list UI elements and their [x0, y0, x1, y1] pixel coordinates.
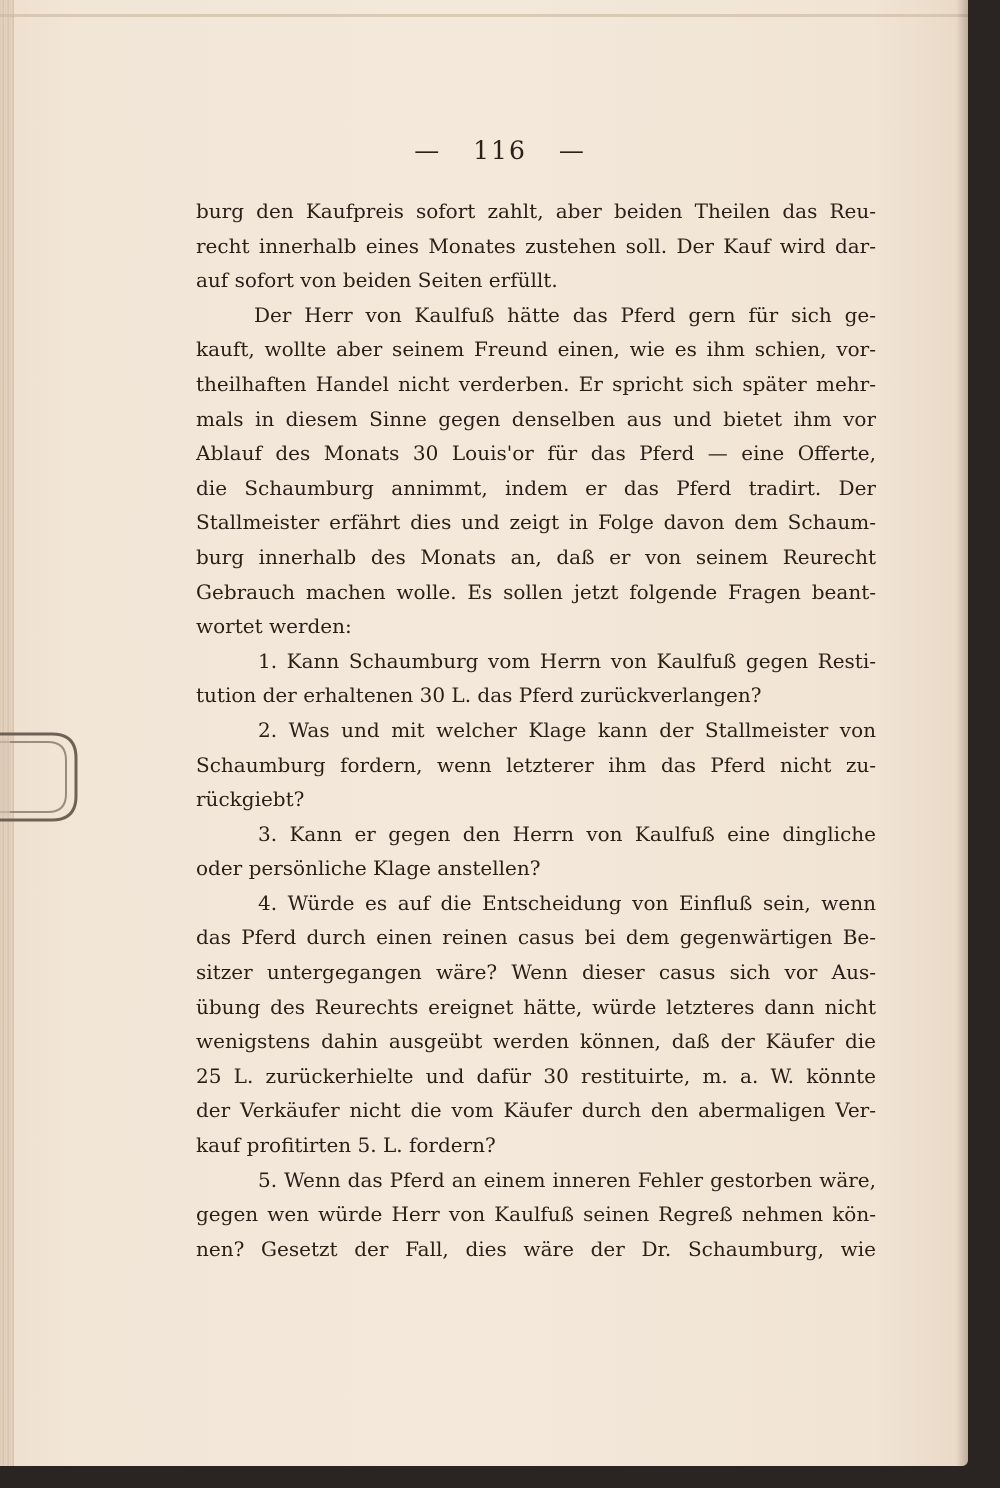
text-line: 1. Kann Schaumburg vom Herrn von Kaulfuß gegen Resti-: [258, 648, 876, 673]
page-gutter-shadow: [956, 0, 968, 1466]
text-line: der Verkäufer nicht die vom Käufer durch den abermaligen Ver-: [196, 1098, 876, 1123]
text-line: 5. Wenn das Pferd an einem inneren Fehler gestorben wäre,: [258, 1167, 876, 1192]
text-line: auf sofort von beiden Seiten erfüllt.: [196, 268, 558, 293]
page-top-rule: [0, 14, 968, 17]
text-line: Stallmeister erfährt dies und zeigt in Folge davon dem Schaum-: [196, 510, 876, 535]
text-line: kauft, wollte aber seinem Freund einen, wie es ihm schien, vor-: [196, 337, 876, 362]
body-text: [196, 194, 876, 1266]
text-line: mals in diesem Sinne gegen denselben aus und bietet ihm vor: [196, 406, 876, 431]
header-dash-right: —: [558, 136, 586, 165]
text-line: wortet werden:: [196, 614, 352, 639]
text-line: das Pferd durch einen reinen casus bei dem gegenwärtigen Be-: [196, 925, 876, 950]
text-line: die Schaumburg annimmt, indem er das Pferd tradirt. Der: [196, 475, 876, 500]
text-line: nen? Gesetzt der Fall, dies wäre der Dr. Schaumburg, wie: [196, 1236, 876, 1261]
text-line: wenigstens dahin ausgeübt werden können, daß der Käufer die: [196, 1029, 876, 1054]
text-line: Gebrauch machen wolle. Es sollen jetzt folgende Fragen beant-: [196, 579, 876, 604]
text-line: gegen wen würde Herr von Kaulfuß seinen Regreß nehmen kön-: [196, 1202, 876, 1227]
page-number: 116: [473, 136, 527, 165]
text-line: sitzer untergegangen wäre? Wenn dieser casus sich vor Aus-: [196, 960, 876, 985]
header-dash-left: —: [414, 136, 442, 165]
page-header: [0, 136, 1000, 165]
page-clip-icon: [0, 728, 78, 824]
text-line: übung des Reurechts ereignet hätte, würde letzteres dann nicht: [196, 994, 876, 1019]
text-line: burg den Kaufpreis sofort zahlt, aber beiden Theilen das Reu-: [196, 199, 876, 223]
text-line: theilhaften Handel nicht verderben. Er spricht sich später mehr-: [196, 371, 876, 396]
text-line: Schaumburg fordern, wenn letzterer ihm das Pferd nicht zu-: [196, 752, 876, 777]
text-line: recht innerhalb eines Monates zustehen soll. Der Kauf wird dar-: [196, 233, 876, 258]
text-line: Ablauf des Monats 30 Louis'or für das Pferd — eine Offerte,: [196, 441, 876, 466]
text-line: burg innerhalb des Monats an, daß er von seinem Reurecht: [196, 544, 876, 569]
text-line: 3. Kann er gegen den Herrn von Kaulfuß eine dingliche: [258, 821, 876, 846]
text-line: 4. Würde es auf die Entscheidung von Einfluß sein, wenn: [258, 890, 876, 915]
text-line: oder persönliche Klage anstellen?: [196, 856, 541, 881]
text-line: 2. Was und mit welcher Klage kann der Stallmeister von: [258, 717, 876, 742]
text-line: 25 L. zurückerhielte und dafür 30 restituirte, m. a. W. könnte: [196, 1063, 876, 1088]
text-line: Der Herr von Kaulfuß hätte das Pferd gern für sich ge-: [254, 302, 876, 327]
text-line: kauf profitirten 5. L. fordern?: [196, 1133, 496, 1158]
text-line: tution der erhaltenen 30 L. das Pferd zurückverlangen?: [196, 683, 762, 708]
text-line: rückgiebt?: [196, 787, 305, 812]
